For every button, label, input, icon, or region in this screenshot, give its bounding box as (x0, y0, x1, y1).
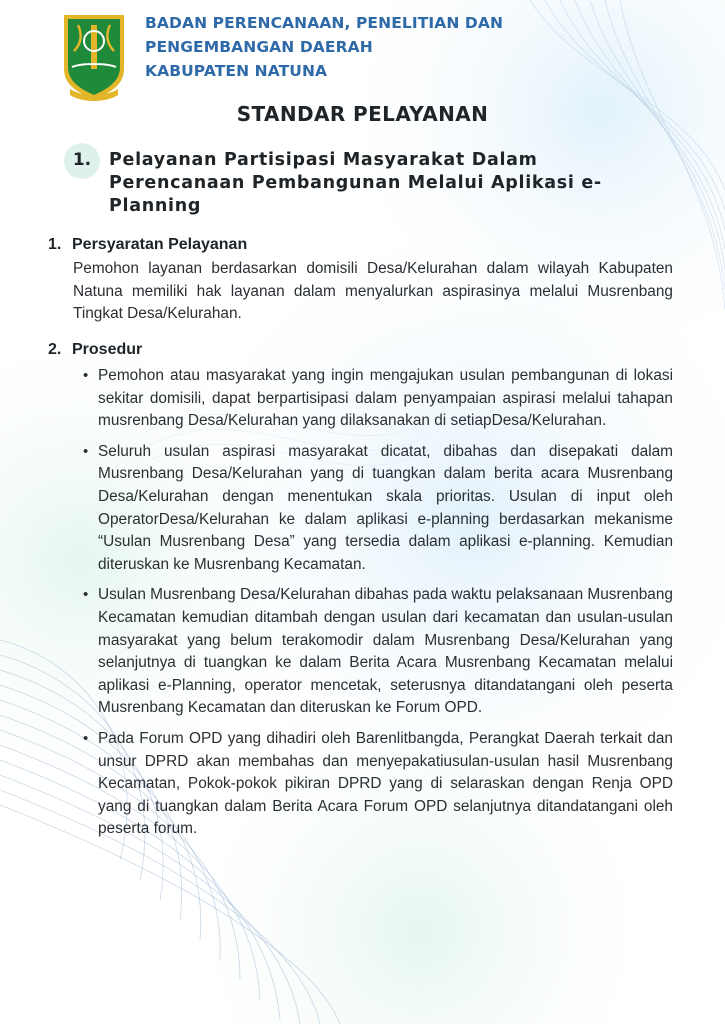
section-number: 1. (48, 236, 62, 253)
section-number: 2. (48, 341, 62, 358)
list-item (83, 728, 673, 841)
list-item-text: Pemohon atau masyarakat yang ingin mengajukan usulan pembangunan di lokasi sekitar domisili, dapat berpartisipasi dalam penyampaian aspirasi melalui tahapan musrenbang Desa/Kelurahan yang dilaksanakan di setiapDesa/Kelurahan. (98, 367, 673, 430)
org-line: KABUPATEN NATUNA (145, 62, 328, 80)
section-title: Prosedur (72, 341, 143, 358)
org-line: BADAN PERENCANAAN, PENELITIAN DAN (145, 14, 504, 32)
list-item-text: Pada Forum OPD yang dihadiri oleh Barenlitbangda, Perangkat Daerah terkait dan unsur DPRD akan membahas dan menyepakatiusulan-usulan hasil Musrenbang Kecamatan, Pokok-pokok pikiran DPRD yang di selaraskan dengan Renja OPD yang di tuangkan dalam Berita Acara Forum OPD selanjutnya ditandatangani oleh peserta forum. (98, 729, 673, 838)
section-heading (48, 339, 673, 361)
service-number-badge: 1. (64, 143, 100, 179)
section-title: Persyaratan Pelayanan (72, 236, 248, 253)
page-title: STANDAR PELAYANAN (236, 102, 489, 126)
section-prosedur (48, 339, 673, 849)
procedure-list (48, 365, 673, 841)
list-item (83, 441, 673, 577)
service-title: Pelayanan Partisipasi Masyarakat Dalam Perencanaan Pembangunan Melalui Aplikasi e-Planning (109, 150, 602, 216)
kabupaten-natuna-emblem-icon (60, 11, 128, 103)
section-heading (48, 234, 673, 256)
section-body: Pemohon layanan berdasarkan domisili Desa/Kelurahan dalam wilayah Kabupaten Natuna memiliki hak layanan dalam menyalurkan aspirasinya melalui Musrenbang Tingkat Desa/Kelurahan. (73, 260, 673, 322)
org-line: PENGEMBANGAN DAERAH (145, 38, 373, 56)
list-item-text: Usulan Musrenbang Desa/Kelurahan dibahas pada waktu pelaksanaan Musrenbang Kecamatan kemudian ditambah dengan usulan dari kecamatan dan usulan-usulan masyarakat yang belum terakomodir dalam Musrenbang Desa/Kelurahan yang selanjutnya di tuangkan ke dalam Berita Acara Musrenbang Kecamatan melalui aplikasi e-Planning, operator mencetak, seterusnya ditandatangani oleh peserta Musrenbang Kecamatan dan diteruskan ke Forum OPD. (98, 586, 673, 717)
list-item (83, 584, 673, 720)
bullet-icon: • (83, 729, 89, 747)
organization-name (145, 11, 565, 83)
bullet-icon: • (83, 367, 89, 384)
section-persyaratan (48, 234, 673, 326)
list-item-text: Seluruh usulan aspirasi masyarakat dicatat, dibahas dan disepakati dalam Musrenbang Desa/Kelurahan yang di tuangkan dalam berita acara Musrenbang Desa/Kelurahan dengan menentukan skala prioritas. Usulan di input oleh OperatorDesa/Kelurahan ke dalam aplikasi e-planning berdasarkan mekanisme “Usulan Musrenbang Desa” yang tersedia dalam aplikasi e-planning. Kemudian diteruskan ke Musrenbang Kecamatan. (98, 442, 673, 573)
bullet-icon: • (83, 442, 89, 460)
list-item (83, 365, 673, 433)
bullet-icon: • (83, 586, 89, 604)
